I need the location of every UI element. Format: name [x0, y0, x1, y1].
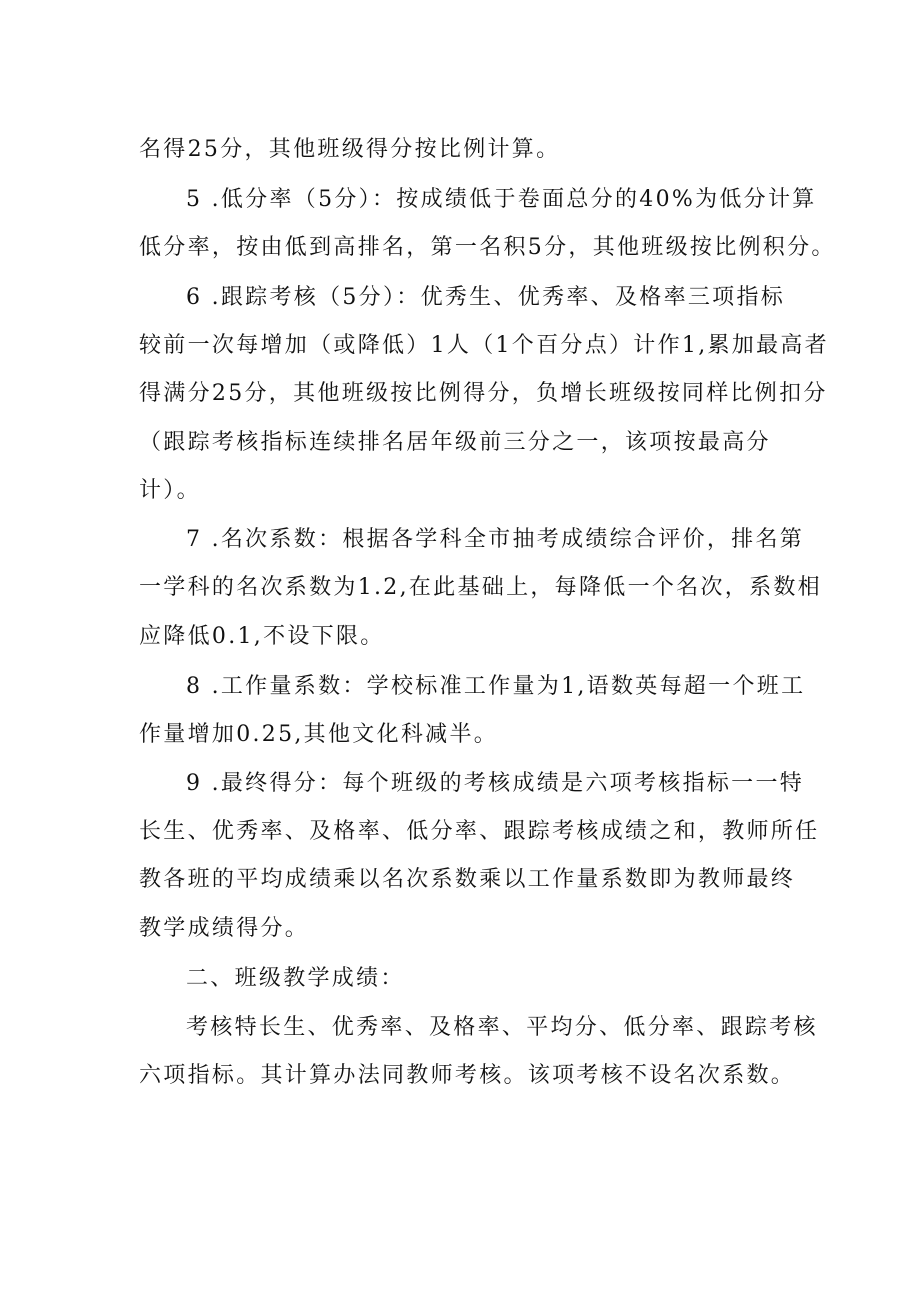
text-line: 教各班的平均成绩乘以名次系数乘以工作量系数即为教师最终 [139, 867, 796, 892]
text-line: 作量增加0.25,其他文化科减半。 [139, 722, 499, 747]
text-line: 计）。 [139, 478, 201, 503]
text-line: 一学科的名次系数为1.2,在此基础上，每降低一个名次，系数相 [139, 575, 822, 600]
text-line: 长生、优秀率、及格率、低分率、跟踪考核成绩之和，教师所任 [139, 819, 820, 844]
text-line: 教学成绩得分。 [139, 916, 310, 941]
text-line: 应降低0.1,不设下限。 [139, 624, 385, 649]
section-heading: 二、班级教学成绩： [186, 966, 405, 991]
text-line: 5 .低分率（5分）：按成绩低于卷面总分的40%为低分计算 [186, 187, 817, 212]
text-line: 8 .工作量系数：学校标准工作量为1,语数英每超一个班工 [186, 674, 806, 699]
text-line: 7 .名次系数：根据各学科全市抽考成绩综合评价，排名第 [186, 527, 805, 552]
text-line: 六项指标。其计算办法同教师考核。该项考核不设名次系数。 [139, 1063, 796, 1088]
text-line: 考核特长生、优秀率、及格率、平均分、低分率、跟踪考核 [186, 1015, 818, 1040]
text-line: 名得25分，其他班级得分按比例计算。 [139, 137, 561, 162]
text-line: 6 .跟踪考核（5分）：优秀生、优秀率、及格率三项指标 [186, 285, 786, 310]
text-line: 9 .最终得分：每个班级的考核成绩是六项考核指标一一特 [186, 771, 805, 796]
text-line: （跟踪考核指标连续排名居年级前三分之一，该项按最高分 [139, 430, 771, 455]
text-line: 得满分25分，其他班级按比例得分，负增长班级按同样比例扣分 [139, 381, 828, 406]
text-line: 低分率，按由低到高排名，第一名积5分，其他班级按比例积分。 [139, 235, 836, 260]
text-line: 较前一次每增加（或降低）1人（1个百分点）计作1,累加最高者 [139, 333, 829, 358]
